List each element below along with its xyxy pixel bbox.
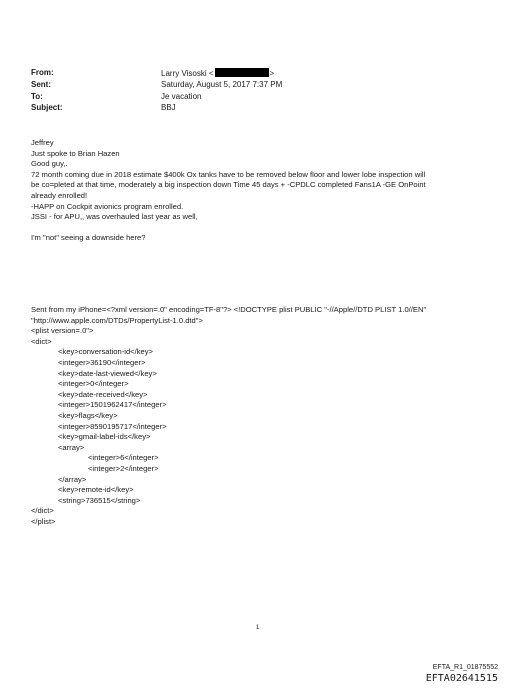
plist-line: <integer>2</integer> (88, 463, 159, 473)
plist-line: </plist> (31, 516, 56, 526)
plist-line: <key>date-last-viewed</key> (58, 368, 157, 378)
email-signature-plist (31, 305, 426, 527)
body-line: Just spoke to Brian Hazen (31, 148, 120, 158)
plist-line: <integer>0</integer> (58, 379, 129, 389)
from-name: Larry Visoski < (161, 69, 214, 78)
body-line: be co=pleted at that time, moderately a big inspection down Time 45 days + -CPDLC completed Fans1A -GE OnPoint (31, 180, 426, 190)
plist-line: <key>gmail-label-ids</key> (58, 432, 151, 442)
sent-value: Saturday, August 5, 2017 7:37 PM (161, 80, 283, 89)
body-line: -HAPP on Cockpit avionics program enrolled. (31, 201, 184, 211)
subject-label: Subject: (31, 103, 63, 112)
plist-line: <integer>8590195717</integer> (58, 421, 167, 431)
from-close: > (269, 69, 275, 78)
plist-line: <integer>1501962417</integer> (58, 400, 167, 410)
plist-line: <integer>36190</integer> (58, 357, 146, 367)
plist-line: </dict> (31, 506, 54, 516)
plist-line: <dict> (31, 336, 52, 346)
blank-line (31, 223, 491, 234)
plist-line: <key>date-received</key> (58, 389, 148, 399)
page-number: 1 (256, 625, 260, 631)
sent-label: Sent: (31, 80, 51, 89)
body-line: Good guy,. (31, 159, 68, 169)
body-line: JSSI - for APU,, was overhauled last year as well, (31, 212, 198, 222)
to-label: To: (31, 92, 43, 101)
body-line: 72 month coming due in 2018 estimate $400k Ox tanks have to be removed below floor and lower lobe inspection will (31, 169, 426, 179)
subject-value: BBJ (161, 103, 176, 112)
plist-line: <key>flags</key> (58, 410, 118, 420)
plist-line: <key>remote-id</key> (58, 485, 134, 495)
to-value: Je vacation (161, 92, 202, 101)
body-line: I'm "not" seeing a downside here? (31, 233, 146, 243)
plist-line: Sent from my iPhone=<?xml version=.0" encoding=TF-8"?> <!DOCTYPE plist PUBLIC "-//Apple//DTD PLIST 1.0//EN" (31, 305, 427, 314)
body-line: already enrolled! (31, 190, 88, 200)
body-line: Jeffrey (31, 138, 54, 147)
plist-line: <string>736515</string> (58, 495, 141, 505)
plist-line: <plist version=.0"> (31, 326, 94, 336)
plist-line: </array> (58, 474, 87, 484)
plist-line: <integer>6</integer> (88, 453, 159, 463)
from-label: From: (31, 68, 54, 77)
email-body (31, 138, 491, 244)
bates-number-small: EFTA_R1_01875552 (432, 664, 498, 671)
plist-line: <array> (58, 442, 85, 452)
plist-line: "http://www.apple.com/DTDs/PropertyList-1.0.dtd"> (31, 315, 203, 325)
from-value (161, 68, 274, 78)
redaction-box (215, 68, 269, 77)
plist-line: <key>conversation-id</key> (58, 347, 153, 357)
bates-number-large: EFTA02641515 (425, 673, 498, 684)
